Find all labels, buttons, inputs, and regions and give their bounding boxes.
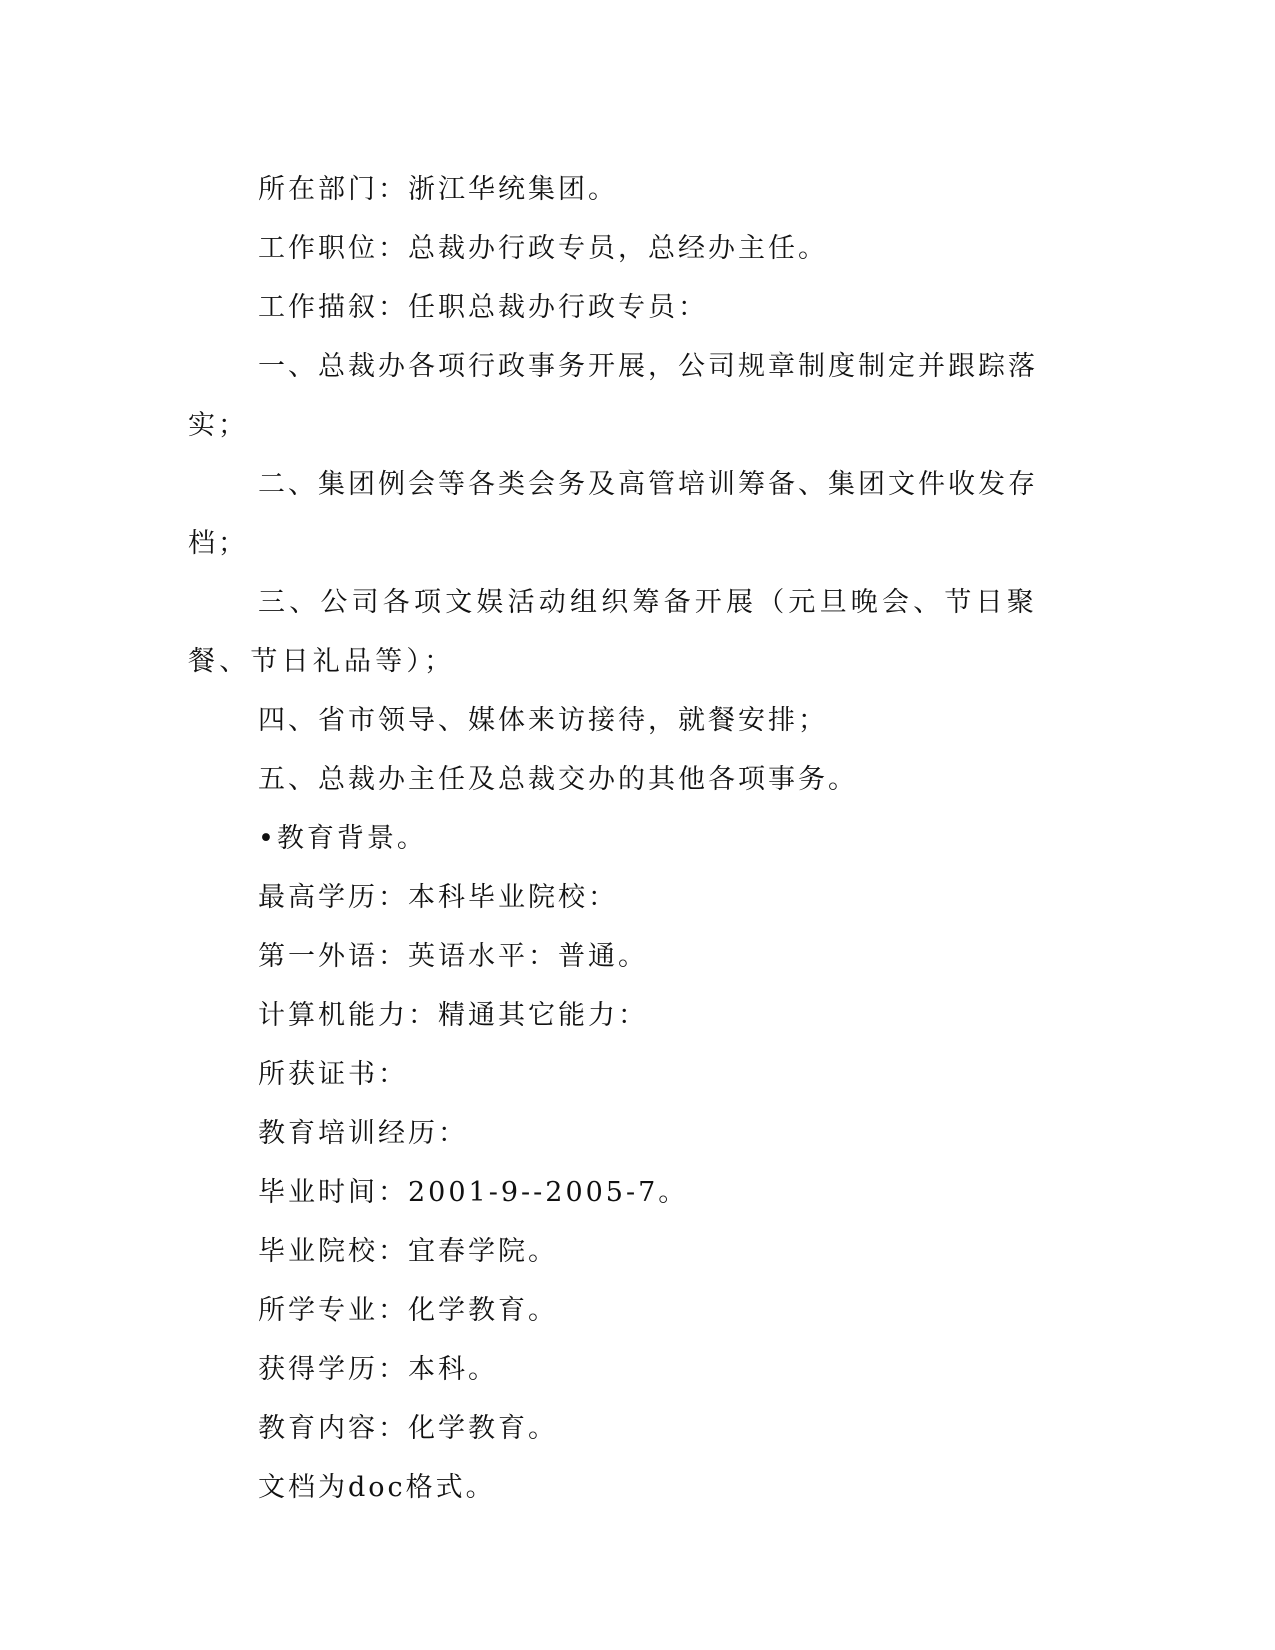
certificates-line: 所获证书： xyxy=(258,1059,408,1090)
duty-item-5: 五、总裁办主任及总裁交办的其他各项事务。 xyxy=(258,764,858,795)
job-description-line: 工作描叙：任职总裁办行政专员： xyxy=(258,292,708,323)
job-position-line: 工作职位：总裁办行政专员，总经办主任。 xyxy=(258,233,828,264)
training-history-line: 教育培训经历： xyxy=(258,1118,468,1149)
department-line: 所在部门：浙江华统集团。 xyxy=(258,174,618,205)
graduation-school-line: 毕业院校：宜春学院。 xyxy=(258,1236,558,1267)
education-content-line: 教育内容：化学教育。 xyxy=(258,1413,558,1444)
major-line: 所学专业：化学教育。 xyxy=(258,1295,558,1326)
duty-item-4: 四、省市领导、媒体来访接待，就餐安排； xyxy=(258,705,828,736)
computer-skill-line: 计算机能力：精通其它能力： xyxy=(258,1000,648,1031)
duty-item-2: 二、集团例会等各类会务及高管培训筹备、集团文件收发存档； xyxy=(188,469,1038,559)
degree-obtained-line: 获得学历：本科。 xyxy=(258,1354,498,1385)
highest-degree-line: 最高学历：本科毕业院校： xyxy=(258,882,618,913)
doc-format-note: 文档为doc格式。 xyxy=(258,1472,496,1503)
graduation-time-line: 毕业时间：2001-9--2005-7。 xyxy=(258,1177,689,1208)
foreign-language-line: 第一外语：英语水平：普通。 xyxy=(258,941,648,972)
document-body xyxy=(188,160,1068,1517)
duty-item-3: 三、公司各项文娱活动组织筹备开展（元旦晚会、节日聚餐、节日礼品等）； xyxy=(188,587,1038,677)
duty-item-1: 一、总裁办各项行政事务开展，公司规章制度制定并跟踪落实； xyxy=(188,351,1038,441)
education-heading: •教育背景。 xyxy=(258,823,427,854)
